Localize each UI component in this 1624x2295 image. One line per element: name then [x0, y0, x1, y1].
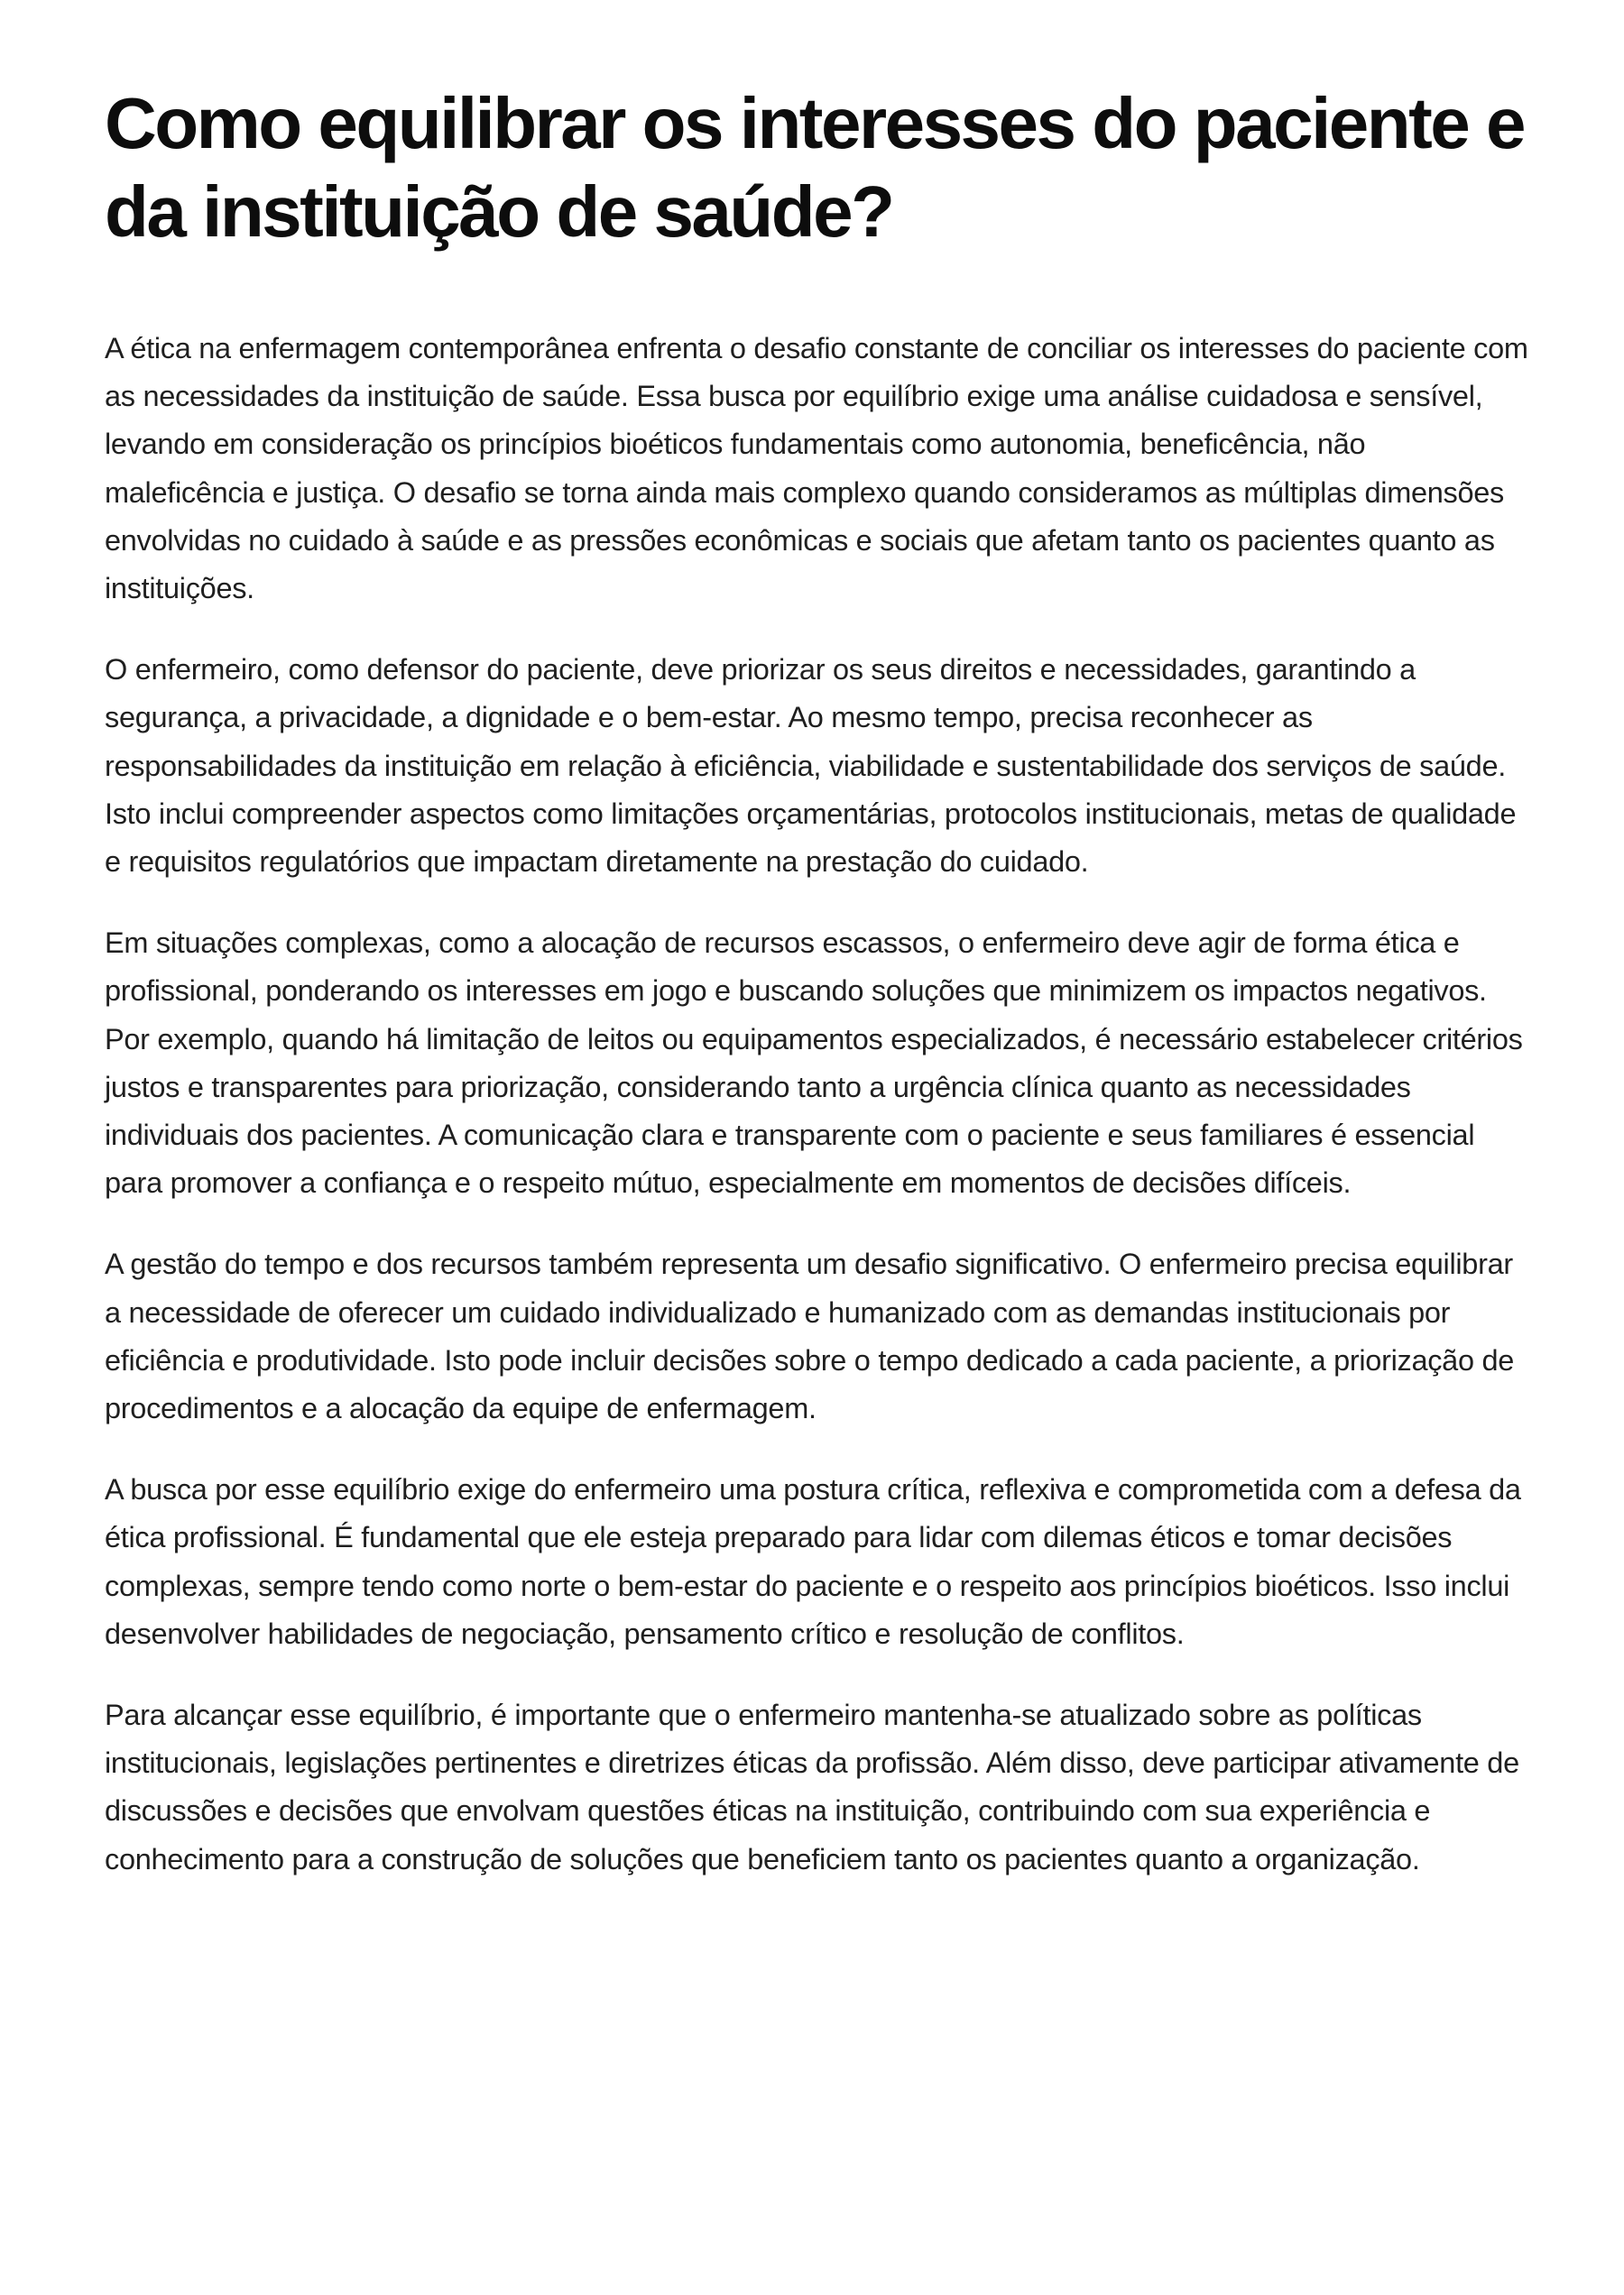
document-page: [105, 79, 1530, 1884]
paragraph-2: O enfermeiro, como defensor do paciente, deve priorizar os seus direitos e necessidades, garantindo a segurança, a privacidade, a dignidade e o bem-estar. Ao mesmo tempo, precisa reconhecer as responsabilidades da instituição em relação à eficiência, viabilidade e sustentabilidade dos serviços de saúde. Isto inclui compreender aspectos como limitações orçamentárias, protocolos institucionais, metas de qualidade e requisitos regulatórios que impactam diretamente na prestação do cuidado.: [105, 653, 1517, 879]
paragraph-5: A busca por esse equilíbrio exige do enfermeiro uma postura crítica, reflexiva e comprometida com a defesa da ética profissional. É fundamental que ele esteja preparado para lidar com dilemas éticos e tomar decisões complexas, sempre tendo como norte o bem-estar do paciente e o respeito aos princípios bioéticos. Isso inclui desenvolver habilidades de negociação, pensamento crítico e resolução de conflitos.: [105, 1473, 1521, 1650]
paragraph-1: A ética na enfermagem contemporânea enfrenta o desafio constante de conciliar os interesses do paciente com as necessidades da instituição de saúde. Essa busca por equilíbrio exige uma análise cuidadosa e sensível, levando em consideração os princípios bioéticos fundamentais como autonomia, beneficência, não maleficência e justiça. O desafio se torna ainda mais complexo quando consideramos as múltiplas dimensões envolvidas no cuidado à saúde e as pressões econômicas e sociais que afetam tanto os pacientes quanto as instituições.: [105, 332, 1528, 605]
paragraph-6: Para alcançar esse equilíbrio, é importante que o enfermeiro mantenha-se atualizado sobre as políticas institucionais, legislações pertinentes e diretrizes éticas da profissão. Além disso, deve participar ativamente de discussões e decisões que envolvam questões éticas na instituição, contribuindo com sua experiência e conhecimento para a construção de soluções que beneficiem tanto os pacientes quanto a organização.: [105, 1699, 1519, 1876]
paragraph-3: Em situações complexas, como a alocação de recursos escassos, o enfermeiro deve agir de forma ética e profissional, ponderando os interesses em jogo e buscando soluções que minimizem os impactos negativos. Por exemplo, quando há limitação de leitos ou equipamentos especializados, é necessário estabelecer critérios justos e transparentes para priorização, considerando tanto a urgência clínica quanto as necessidades individuais dos pacientes. A comunicação clara e transparente com o paciente e seus familiares é essencial para promover a confiança e o respeito mútuo, especialmente em momentos de decisões difíceis.: [105, 926, 1523, 1200]
paragraph-4: A gestão do tempo e dos recursos também representa um desafio significativo. O enfermeiro precisa equilibrar a necessidade de oferecer um cuidado individualizado e humanizado com as demandas institucionais por eficiência e produtividade. Isto pode incluir decisões sobre o tempo dedicado a cada paciente, a priorização de procedimentos e a alocação da equipe de enfermagem.: [105, 1248, 1515, 1425]
article-body: [105, 325, 1530, 1884]
page-title: Como equilibrar os interesses do paciente e da instituição de saúde?: [105, 83, 1525, 252]
